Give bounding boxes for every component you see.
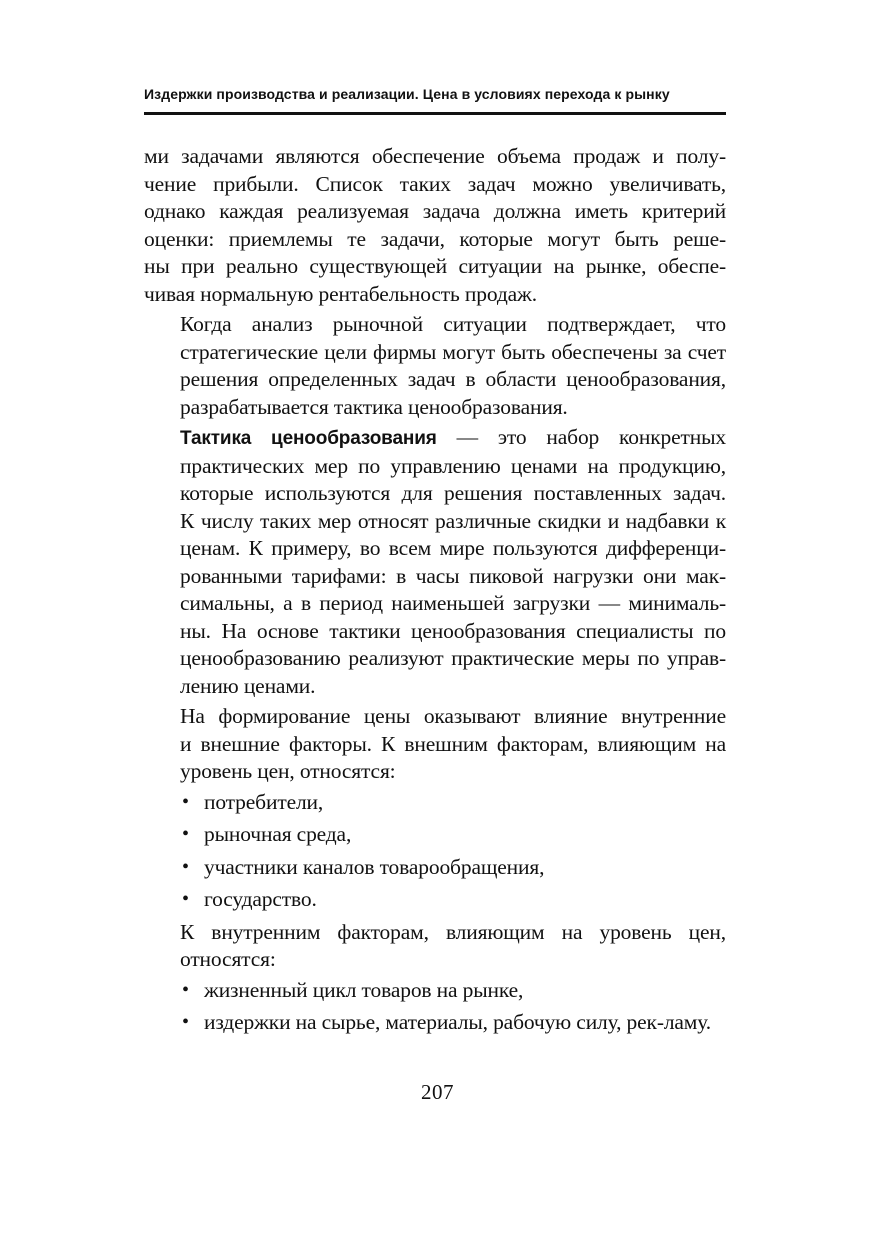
paragraph-4 (144, 703, 726, 786)
text-line: которые используются для решения поставленных задач. (180, 481, 726, 505)
running-head-rule (144, 112, 726, 115)
text-line: оценки: приемлемы те задачи, которые могут быть реше- (144, 226, 726, 251)
text-line: и внешние факторы. К внешним факторам, влияющим на (180, 731, 726, 756)
bullet-icon: • (182, 790, 189, 813)
bullet-icon: • (182, 978, 189, 1001)
text-line: ценообразованию реализуют практические меры по управ- (180, 646, 726, 670)
text-line: ны. На основе тактики ценообразования специалисты по (180, 618, 726, 643)
text-line: решения определенных задач в области ценообразования, (180, 367, 726, 391)
defined-term: Тактика ценообразования (180, 428, 437, 449)
text-line: симальны, а в период наименьшей загрузки — минималь- (180, 591, 726, 615)
text-line: К внутренним факторам, влияющим на уровень цен, (180, 919, 726, 944)
text-line: рованными тарифами: в часы пиковой нагрузки они мак- (180, 563, 726, 588)
bullet-icon: • (182, 823, 189, 845)
text-line: уровень цен, относятся: (180, 759, 396, 783)
list-item: • потребители, (144, 789, 726, 817)
list-item: • издержки на сырье, материалы, рабочую силу, рек-ламу. (144, 1009, 726, 1037)
paragraph-5 (144, 919, 726, 974)
paragraph-2 (144, 311, 726, 421)
bullet-icon: • (182, 888, 189, 910)
text-line: чение прибыли. Список таких задач можно увеличивать, (144, 171, 726, 196)
text-line: относятся: (180, 947, 276, 971)
text-line (144, 424, 726, 453)
bullet-icon: • (182, 855, 189, 878)
text-line: ценам. К примеру, во всем мире пользуются дифференци- (180, 536, 726, 560)
running-head-part1: Издержки производства и реализации. (144, 86, 419, 102)
internal-factors-list (144, 977, 726, 1037)
paragraph-1 (144, 143, 726, 308)
list-item: • жизненный цикл товаров на рынке, (144, 977, 726, 1005)
text-line: ми задачами являются обеспечение объема продаж и полу- (144, 144, 726, 168)
text-line: ны при реально существующей ситуации на рынке, обеспе- (144, 254, 726, 278)
external-factors-list (144, 789, 726, 914)
page-number: 207 (421, 1080, 454, 1104)
text-line: Когда анализ рыночной ситуации подтверждает, что (180, 312, 726, 336)
running-head-part2: Цена в условиях перехода к рынку (422, 86, 670, 102)
text-line: На формирование цены оказывают влияние внутренние (180, 704, 726, 728)
bullet-icon: • (182, 1011, 189, 1033)
text-line: практических мер по управлению ценами на продукцию, (180, 453, 726, 478)
text-line: однако каждая реализуемая задача должна иметь критерий (144, 199, 726, 223)
list-item: • рыночная среда, (144, 821, 726, 849)
list-item: • государство. (144, 886, 726, 914)
body-text (144, 143, 726, 1042)
text-line: чивая нормальную рентабельность продаж. (144, 281, 537, 306)
list-item: • участники каналов товарообращения, (144, 854, 726, 882)
text-line: К числу таких мер относят различные скидки и надбавки к (180, 508, 726, 533)
text-line: стратегические цели фирмы могут быть обеспечены за счет (180, 339, 726, 364)
paragraph-3 (144, 424, 726, 700)
text-line: лению ценами. (180, 673, 316, 698)
text-line: разрабатывается тактика ценообразования. (180, 394, 568, 419)
term-definition-start: — это набор конкретных (436, 425, 726, 449)
running-head (144, 86, 726, 102)
